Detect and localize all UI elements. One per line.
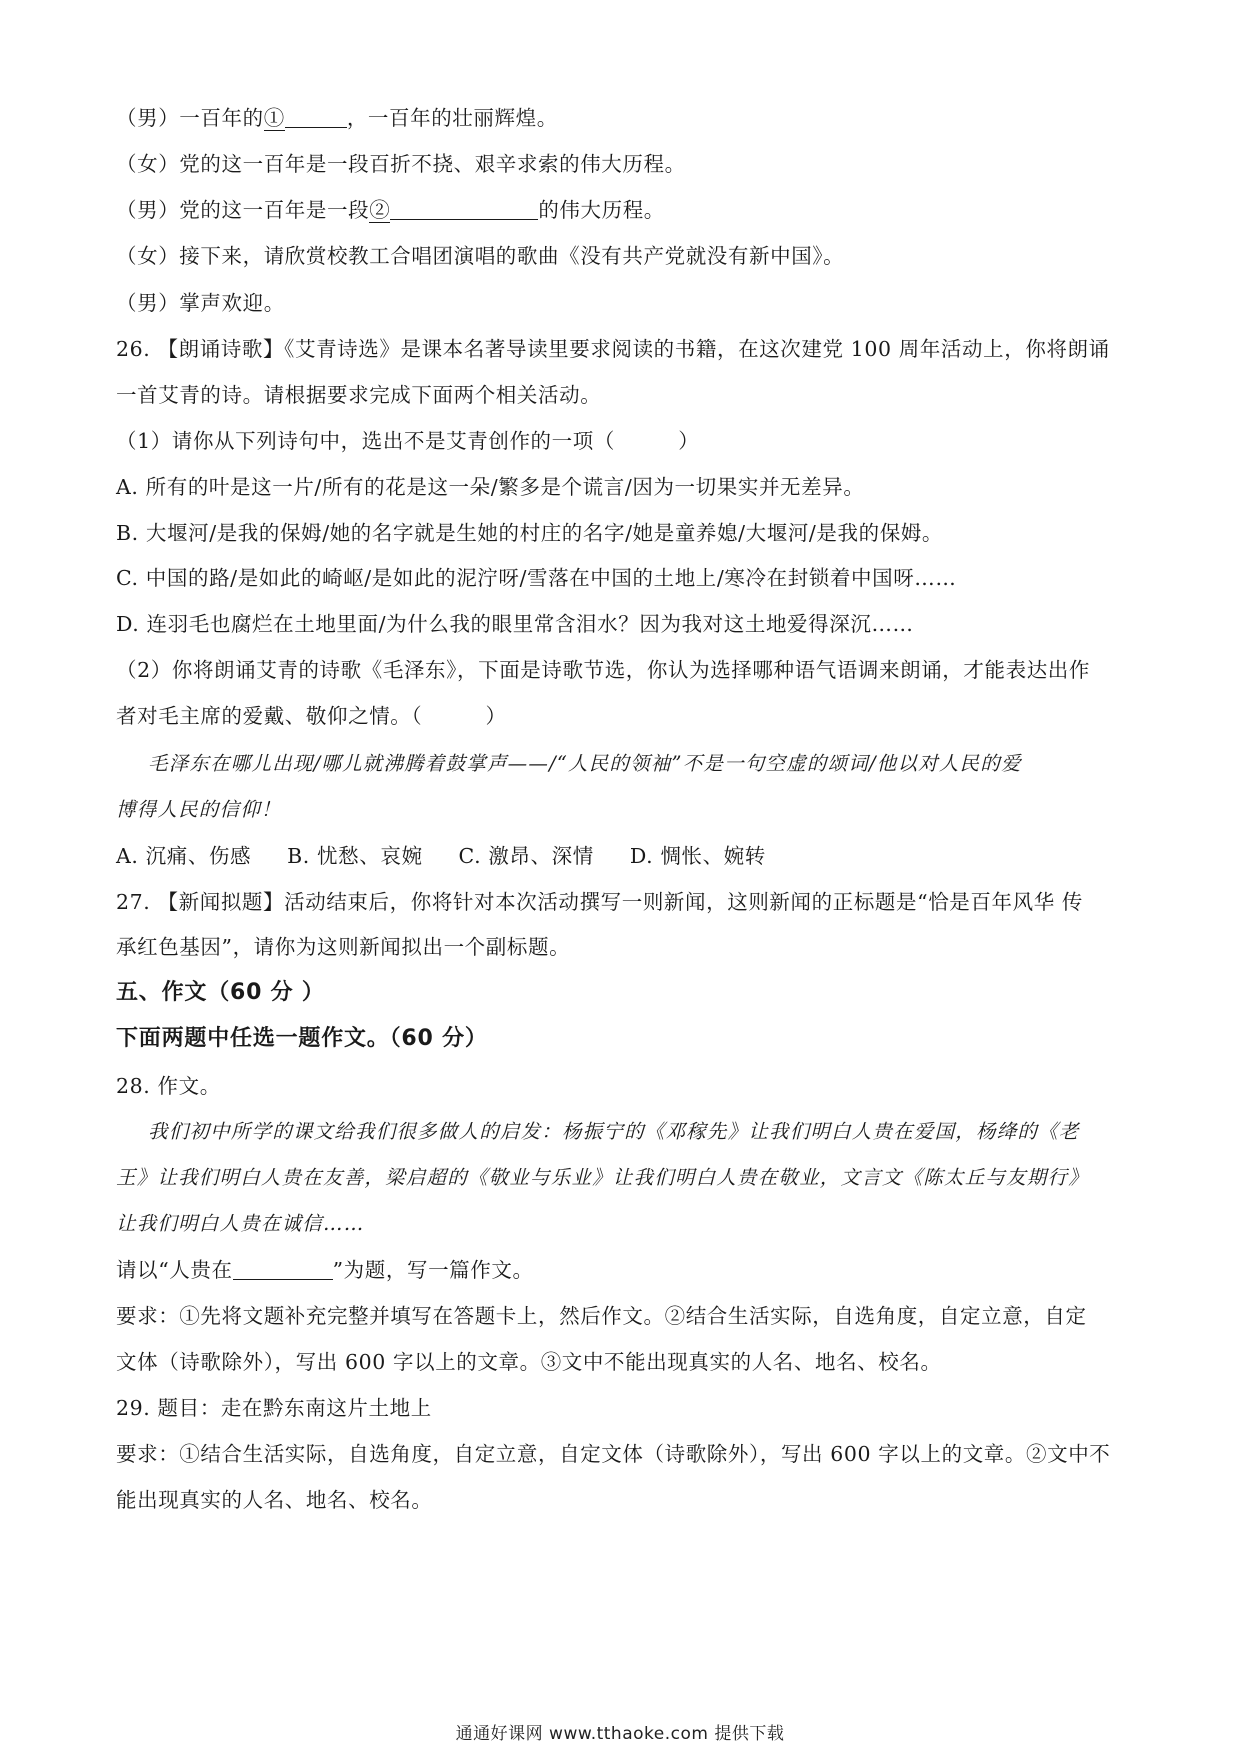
- q28-paragraph-line-2: 王》让我们明白人贵在友善，梁启超的《敬业与乐业》让我们明白人贵在敬业，文言文《陈太丘与友期行》: [116, 1166, 1089, 1189]
- dialogue-line-1: [116, 103, 1126, 133]
- dialogue-line-2: （女）党的这一百年是一段百折不挠、艰辛求索的伟大历程。: [116, 152, 686, 176]
- q28-prompt-prefix: 请以“人贵在: [116, 1258, 233, 1282]
- q28-paragraph-line-3: 让我们明白人贵在诚信……: [116, 1212, 365, 1235]
- q29-requirements-line-1: 要求：①结合生活实际，自选角度，自定立意，自定文体（诗歌除外），写出 600 字以上的文章。②文中不: [116, 1442, 1111, 1466]
- q26-option-b: B. 大堰河/是我的保姆/她的名字就是生她的村庄的名字/她是童养媳/大堰河/是我的保姆。: [116, 521, 944, 545]
- fill-blank-2: [390, 197, 538, 220]
- q28-prompt: [116, 1255, 1126, 1285]
- dialogue-line-1-prefix: （男）一百年的: [116, 106, 264, 130]
- q28-prompt-suffix: ”为题，写一篇作文。: [332, 1258, 534, 1282]
- dialogue-line-1-suffix: ，一百年的壮丽辉煌。: [346, 106, 558, 130]
- q28-paragraph-line-1: 我们初中所学的课文给我们很多做人的启发：杨振宁的《邓稼先》让我们明白人贵在爱国，杨绛的《老: [148, 1120, 1080, 1143]
- title-fill-blank: [233, 1257, 333, 1280]
- poem-excerpt-line-2: 博得人民的信仰！: [116, 798, 282, 821]
- q26-subquestion-2-line-2: 者对毛主席的爱戴、敬仰之情。（ ）: [116, 704, 507, 728]
- choice-c: C. 激昂、深情: [458, 844, 594, 868]
- q26-line-1: 26. 【朗诵诗歌】《艾青诗选》是课本名著导读里要求阅读的书籍，在这次建党 100 周年活动上，你将朗诵: [116, 337, 1110, 361]
- section-5-title: 五、作文（60 分 ）: [116, 980, 325, 1005]
- q26-choices: [116, 841, 1126, 871]
- blank-marker-1: ①: [263, 106, 285, 130]
- choice-b: B. 忧愁、哀婉: [287, 844, 423, 868]
- q29-requirements-line-2: 能出现真实的人名、地名、校名。: [116, 1488, 433, 1512]
- blank-marker-2: ②: [369, 198, 391, 222]
- dialogue-line-4: （女）接下来，请欣赏校教工合唱团演唱的歌曲《没有共产党就没有新中国》。: [116, 244, 845, 268]
- dialogue-line-3-suffix: 的伟大历程。: [538, 198, 665, 222]
- q27-line-1: 27. 【新闻拟题】活动结束后，你将针对本次活动撰写一则新闻，这则新闻的正标题是“恰是百年风华 传: [116, 890, 1084, 914]
- dialogue-line-3: [116, 195, 1126, 225]
- choice-a: A. 沉痛、伤感: [116, 844, 252, 868]
- page-footer: 通通好课网 www.tthaoke.com 提供下载: [455, 1724, 785, 1744]
- poem-excerpt-line-1: 毛泽东在哪儿出现/哪儿就沸腾着鼓掌声——/“人民的领袖”不是一句空虚的颂词/他以对人民的爱: [148, 752, 1022, 775]
- q26-subquestion-1: （1）请你从下列诗句中，选出不是艾青创作的一项（ ）: [116, 429, 700, 453]
- q26-option-d: D. 连羽毛也腐烂在土地里面/为什么我的眼里常含泪水？因为我对这土地爱得深沉……: [116, 612, 914, 636]
- q26-option-c: C. 中国的路/是如此的崎岖/是如此的泥泞呀/雪落在中国的土地上/寒冷在封锁着中国呀……: [116, 566, 957, 590]
- dialogue-line-5: （男）掌声欢迎。: [116, 291, 285, 315]
- section-5-subtitle: 下面两题中任选一题作文。（60 分）: [116, 1026, 488, 1051]
- fill-blank-1: [285, 105, 347, 128]
- choice-d: D. 惆怅、婉转: [629, 844, 766, 868]
- q28-label: 28. 作文。: [116, 1074, 221, 1098]
- q28-requirements-line-1: 要求：①先将文题补充完整并填写在答题卡上，然后作文。②结合生活实际，自选角度，自定立意，自定: [116, 1304, 1087, 1328]
- q26-subquestion-2-line-1: （2）你将朗诵艾青的诗歌《毛泽东》，下面是诗歌节选，你认为选择哪种语气语调来朗诵，才能表达出作: [116, 658, 1090, 682]
- q28-requirements-line-2: 文体（诗歌除外），写出 600 字以上的文章。③文中不能出现真实的人名、地名、校名。: [116, 1350, 942, 1374]
- dialogue-line-3-prefix: （男）党的这一百年是一段: [116, 198, 370, 222]
- q26-line-2: 一首艾青的诗。请根据要求完成下面两个相关活动。: [116, 383, 602, 407]
- q27-line-2: 承红色基因”，请你为这则新闻拟出一个副标题。: [116, 935, 571, 959]
- q29-label: 29. 题目：走在黔东南这片土地上: [116, 1396, 432, 1420]
- q26-option-a: A. 所有的叶是这一片/所有的花是这一朵/繁多是个谎言/因为一切果实并无差异。: [116, 475, 865, 499]
